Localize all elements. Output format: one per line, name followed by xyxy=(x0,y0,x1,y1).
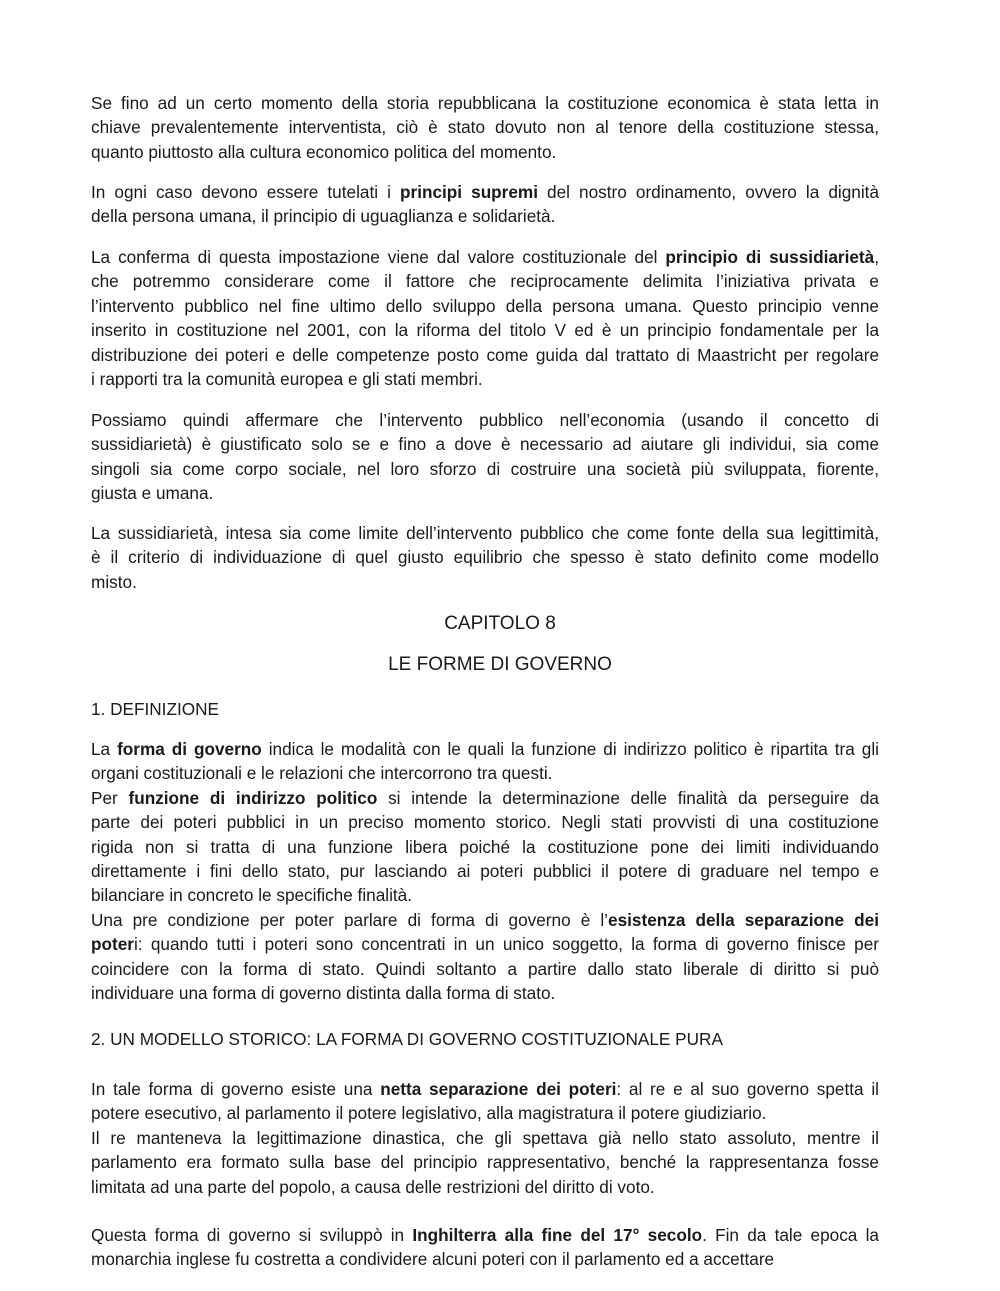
text-run: La conferma di questa impostazione viene dal valore costituzionale del xyxy=(91,247,666,267)
chapter-title: LE FORME DI GOVERNO xyxy=(388,654,612,675)
text-line xyxy=(91,115,879,139)
text-line xyxy=(91,294,879,318)
bold-text: principi supremi xyxy=(400,182,538,202)
bold-text: funzione di indirizzo politico xyxy=(128,787,378,808)
text-run: organi costituzionali e le relazioni che intercorrono tra questi. xyxy=(91,763,553,784)
text-run: potere esecutivo, al parlamento il potere legislativo, alla magistratura il potere giudiziario. xyxy=(91,1103,767,1124)
text-line xyxy=(91,859,879,883)
text-run: Questa forma di governo si sviluppò in xyxy=(91,1225,413,1245)
text-run: Se fino ad un certo momento della storia repubblicana la costituzione economica è stata letta in xyxy=(91,93,879,113)
paragraph xyxy=(91,245,879,391)
paragraph xyxy=(91,408,879,506)
text-line xyxy=(91,140,879,164)
text-line xyxy=(91,408,879,432)
text-run: parte dei poteri pubblici in un preciso momento storico. Negli stati provvisti di una costituzione xyxy=(91,812,879,833)
text-line xyxy=(91,1150,879,1174)
paragraph xyxy=(91,1077,879,1199)
text-run: , xyxy=(874,247,879,267)
text-run: monarchia inglese fu costretta a condividere alcuni poteri con il parlamento ed a accettare xyxy=(91,1249,775,1270)
text-line xyxy=(91,481,879,505)
bold-text: forma di governo xyxy=(117,739,262,759)
text-line xyxy=(91,180,879,204)
text-line xyxy=(91,981,879,1005)
text-run: i: quando tutti i poteri sono concentrati in un unico soggetto, la forma di governo finisce per xyxy=(133,934,879,955)
text-line xyxy=(91,432,879,456)
text-run: limitata ad una parte del popolo, a causa delle restrizioni del diritto di voto. xyxy=(91,1176,655,1197)
text-run: parlamento era formato sulla base del principio rappresentativo, benché la rappresentanza fosse xyxy=(91,1152,879,1173)
text-line xyxy=(91,1126,879,1150)
text-run: che potremmo considerare come il fattore che reciprocamente delimita l’iniziativa privata e xyxy=(91,271,879,292)
text-line xyxy=(91,1223,879,1247)
text-line xyxy=(91,1247,879,1271)
text-run: direttamente i fini dello stato, pur lasciando ai poteri pubblici il potere di graduare nel tempo e xyxy=(91,861,879,882)
section-heading-2: 2. UN MODELLO STORICO: LA FORMA DI GOVERNO COSTITUZIONALE PURA xyxy=(91,1029,723,1049)
text-line xyxy=(91,343,879,367)
text-run: singoli sia come corpo sociale, nel loro sforzo di costruire una società più sviluppata, fiorente, xyxy=(91,458,879,479)
text-line xyxy=(91,1175,879,1199)
text-line xyxy=(91,318,879,342)
text-run: In ogni caso devono essere tutelati i xyxy=(91,182,400,202)
text-run: chiave prevalentemente interventista, ciò è stato dovuto non al tenore della costituzione stessa, xyxy=(91,117,879,138)
text-run: quanto piuttosto alla cultura economico politica del momento. xyxy=(91,141,557,162)
paragraph xyxy=(91,180,879,229)
text-run: l’intervento pubblico nel fine ultimo dello sviluppo della persona umana. Questo principio venne xyxy=(91,295,879,316)
text-run: del nostro ordinamento, ovvero la dignità xyxy=(538,182,879,202)
paragraph xyxy=(91,737,879,1005)
text-run: misto. xyxy=(91,571,137,592)
text-run: La xyxy=(91,739,118,759)
paragraph xyxy=(91,521,879,594)
text-run: : al re e al suo governo spetta il xyxy=(616,1079,879,1099)
text-run: è il criterio di individuazione di quel giusto equilibrio che spesso è stato definito come modello xyxy=(91,547,879,568)
bold-text: Inghilterra alla fine del 17° secolo xyxy=(412,1225,703,1245)
text-line xyxy=(91,367,879,391)
text-line xyxy=(91,545,879,569)
text-run: distribuzione dei poteri e delle competenze posto come guida dal trattato di Maastricht per regolare xyxy=(91,344,879,365)
text-line xyxy=(91,810,879,834)
text-line xyxy=(91,269,879,293)
text-run: sussidiarietà) è giustificato solo se e fino a dove è necessario ad aiutare gli individui, sia come xyxy=(91,434,879,455)
chapter-number: CAPITOLO 8 xyxy=(444,613,556,634)
text-line xyxy=(91,570,879,594)
text-run: La sussidiarietà, intesa sia come limite dell’intervento pubblico che come fonte della sua legittimità, xyxy=(91,523,879,543)
text-run: bilanciare in concreto le specifiche finalità. xyxy=(91,885,413,906)
text-run: della persona umana, il principio di uguaglianza e solidarietà. xyxy=(91,206,556,227)
paragraph xyxy=(91,1223,879,1272)
text-run: Una pre condizione per poter parlare di forma di governo è l’ xyxy=(91,909,609,930)
text-run: . Fin da tale epoca la xyxy=(702,1225,879,1245)
text-run: Il re manteneva la legittimazione dinastica, che gli spettava già nello stato assoluto, mentre il xyxy=(91,1127,879,1148)
bold-text: esistenza della separazione dei xyxy=(608,909,880,930)
text-line xyxy=(91,457,879,481)
text-line xyxy=(91,957,879,981)
text-run: rigida non si tratta di una funzione libera poiché la costituzione pone dei limiti individuando xyxy=(91,836,879,857)
text-run: coincidere con la forma di stato. Quindi soltanto a partire dallo stato liberale di diritto si può xyxy=(91,958,879,979)
text-run: Per xyxy=(91,787,129,808)
bold-text: principio di sussidiarietà xyxy=(665,247,875,267)
text-line xyxy=(91,932,879,956)
text-line xyxy=(91,786,879,810)
text-line xyxy=(91,1077,879,1101)
text-run: inserito in costituzione nel 2001, con la riforma del titolo V ed è un principio fondamentale per la xyxy=(91,320,879,341)
text-line xyxy=(91,883,879,907)
text-line xyxy=(91,761,879,785)
text-line xyxy=(91,204,879,228)
paragraph xyxy=(91,91,879,164)
bold-text: netta separazione dei poteri xyxy=(380,1079,617,1099)
text-run: i rapporti tra la comunità europea e gli stati membri. xyxy=(91,369,483,390)
text-line xyxy=(91,737,879,761)
text-run: Possiamo quindi affermare che l’intervento pubblico nell’economia (usando il concetto di xyxy=(91,410,879,430)
text-line xyxy=(91,835,879,859)
text-run: indica le modalità con le quali la funzione di indirizzo politico è ripartita tra gli xyxy=(261,739,879,759)
section-heading-1: 1. DEFINIZIONE xyxy=(91,699,219,719)
text-run: si intende la determinazione delle finalità da perseguire da xyxy=(377,787,879,808)
bold-text: poter xyxy=(91,934,134,955)
text-line xyxy=(91,91,879,115)
text-line xyxy=(91,521,879,545)
text-run: In tale forma di governo esiste una xyxy=(91,1079,381,1099)
text-run: individuare una forma di governo distinta dalla forma di stato. xyxy=(91,983,556,1004)
text-run: giusta e umana. xyxy=(91,483,214,504)
text-line xyxy=(91,908,879,932)
text-line xyxy=(91,1101,879,1125)
text-line xyxy=(91,245,879,269)
